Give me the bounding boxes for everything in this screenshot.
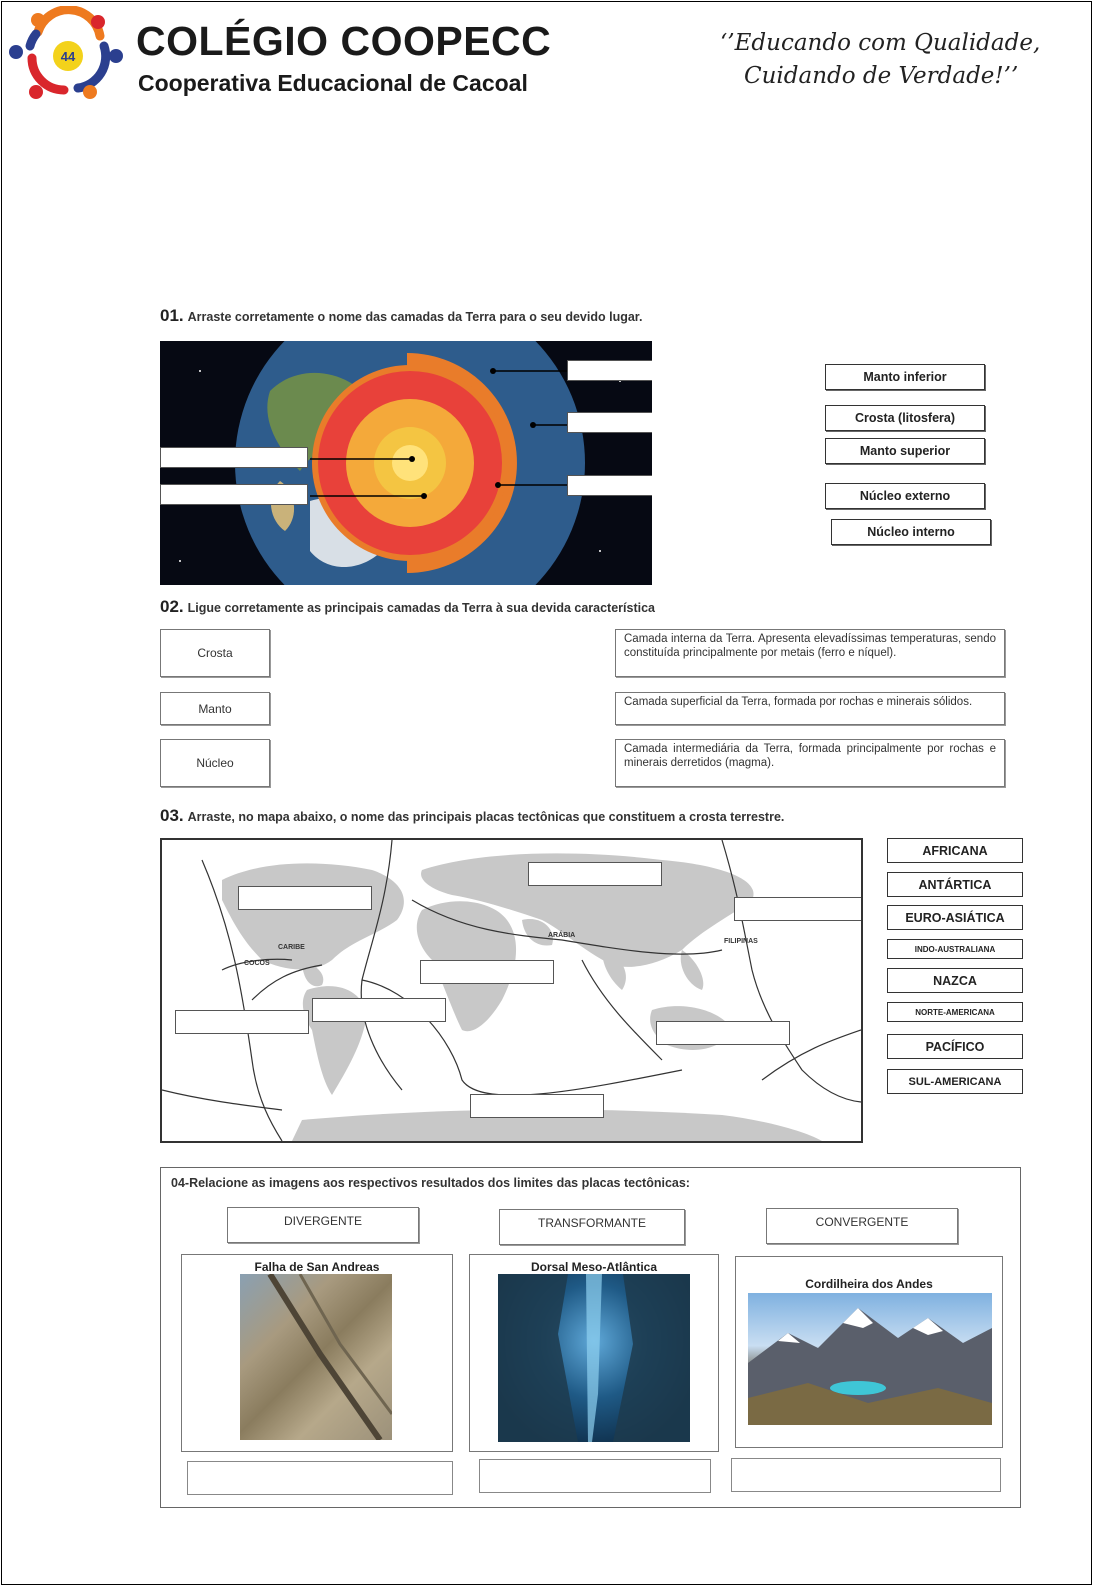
earth-blank-3[interactable] xyxy=(567,475,652,496)
school-subtitle: Cooperativa Educacional de Cacoal xyxy=(138,70,528,96)
earth-blank-5[interactable] xyxy=(160,484,308,505)
map-label-filipinas: FILIPINAS xyxy=(724,938,758,945)
plate-africana[interactable]: AFRICANA xyxy=(887,838,1023,863)
q1-title xyxy=(160,306,642,326)
map-label-arabia: ARÁBIA xyxy=(548,932,576,939)
plate-sul-americana[interactable]: SUL-AMERICANA xyxy=(887,1069,1023,1094)
logo-text: 44 xyxy=(60,49,76,64)
map-blank-north-america[interactable] xyxy=(238,886,372,910)
option-crosta[interactable]: Crosta (litosfera) xyxy=(825,405,985,431)
card-andes xyxy=(735,1256,1003,1448)
q2-number: 02. xyxy=(160,597,184,616)
layer-manto[interactable]: Manto xyxy=(160,692,270,725)
image-title-andes: Cordilheira dos Andes xyxy=(805,1277,933,1291)
school-motto xyxy=(720,27,1060,93)
q3-number: 03. xyxy=(160,806,184,825)
description-1[interactable]: Camada interna da Terra. Apresenta elevadíssimas temperaturas, sendo constituída principalmente por metais (ferro e níquel). xyxy=(615,629,1005,677)
map-blank-nazca[interactable] xyxy=(175,1010,309,1034)
andes-photo xyxy=(748,1293,992,1425)
q4-title: 04-Relacione as imagens aos respectivos resultados dos limites das placas tectônicas: xyxy=(171,1176,690,1190)
q3-text: Arraste, no mapa abaixo, o nome das principais placas tectônicas que constituem a crosta terrestre. xyxy=(187,810,785,824)
school-logo xyxy=(8,6,128,100)
option-manto-superior[interactable]: Manto superior xyxy=(825,438,985,464)
answer-blank-3[interactable] xyxy=(731,1458,1001,1492)
map-blank-eurasia[interactable] xyxy=(528,862,662,886)
map-blank-pacific-east[interactable] xyxy=(734,897,863,921)
san-andreas-photo xyxy=(240,1274,392,1440)
plate-antartica[interactable]: ANTÁRTICA xyxy=(887,872,1023,897)
card-san-andreas xyxy=(181,1254,453,1452)
meso-atlantica-photo xyxy=(498,1274,690,1442)
earth-blank-2[interactable] xyxy=(567,412,652,433)
type-divergente[interactable]: DIVERGENTE xyxy=(227,1207,419,1243)
card-meso-atlantica xyxy=(469,1254,719,1452)
plate-nazca[interactable]: NAZCA xyxy=(887,968,1023,993)
plate-pacifico[interactable]: PACÍFICO xyxy=(887,1034,1023,1059)
school-name: COLÉGIO COOPECC xyxy=(136,18,552,64)
tectonic-plates-map xyxy=(160,838,863,1143)
option-nucleo-externo[interactable]: Núcleo externo xyxy=(825,483,985,509)
description-3[interactable]: Camada intermediária da Terra, formada principalmente por rochas e minerais derretidos (magma). xyxy=(615,739,1005,787)
q1-text: Arraste corretamente o nome das camadas da Terra para o seu devido lugar. xyxy=(187,310,643,324)
option-nucleo-interno[interactable]: Núcleo interno xyxy=(831,519,991,545)
image-title-meso-atlantica: Dorsal Meso-Atlântica xyxy=(530,1260,658,1274)
layer-nucleo[interactable]: Núcleo xyxy=(160,739,270,787)
plate-norte-americana[interactable]: NORTE-AMERICANA xyxy=(887,1002,1023,1022)
map-blank-south-america[interactable] xyxy=(312,998,446,1022)
map-blank-antarctic[interactable] xyxy=(470,1094,604,1118)
layer-crosta[interactable]: Crosta xyxy=(160,629,270,677)
q1-number: 01. xyxy=(160,306,184,325)
description-2[interactable]: Camada superficial da Terra, formada por rochas e minerais sólidos. xyxy=(615,692,1005,725)
option-manto-inferior[interactable]: Manto inferior xyxy=(825,364,985,390)
q2-title xyxy=(160,597,655,617)
answer-blank-2[interactable] xyxy=(479,1459,711,1493)
earth-blank-1[interactable] xyxy=(567,360,652,381)
q2-text: Ligue corretamente as principais camadas da Terra à sua devida característica xyxy=(187,601,655,615)
map-label-cocos: COCOS xyxy=(244,960,270,967)
earth-blank-4[interactable] xyxy=(160,447,308,468)
map-label-caribe: CARIBE xyxy=(278,944,305,951)
type-transformante[interactable]: TRANSFORMANTE xyxy=(499,1209,685,1245)
map-blank-indo-australia[interactable] xyxy=(656,1021,790,1045)
q3-title xyxy=(160,806,784,826)
image-title-san-andreas: Falha de San Andreas xyxy=(254,1260,380,1274)
type-convergente[interactable]: CONVERGENTE xyxy=(766,1208,958,1244)
map-blank-africa[interactable] xyxy=(420,960,554,984)
motto-line-1: ‘’Educando com Qualidade, xyxy=(720,30,1041,56)
motto-line-2: Cuidando de Verdade!’’ xyxy=(744,63,1019,89)
q4-container xyxy=(160,1167,1021,1508)
plate-indo-australiana[interactable]: INDO-AUSTRALIANA xyxy=(887,939,1023,959)
answer-blank-1[interactable] xyxy=(187,1461,453,1495)
plate-euro-asiatica[interactable]: EURO-ASIÁTICA xyxy=(887,905,1023,930)
earth-layers-image xyxy=(160,341,652,585)
